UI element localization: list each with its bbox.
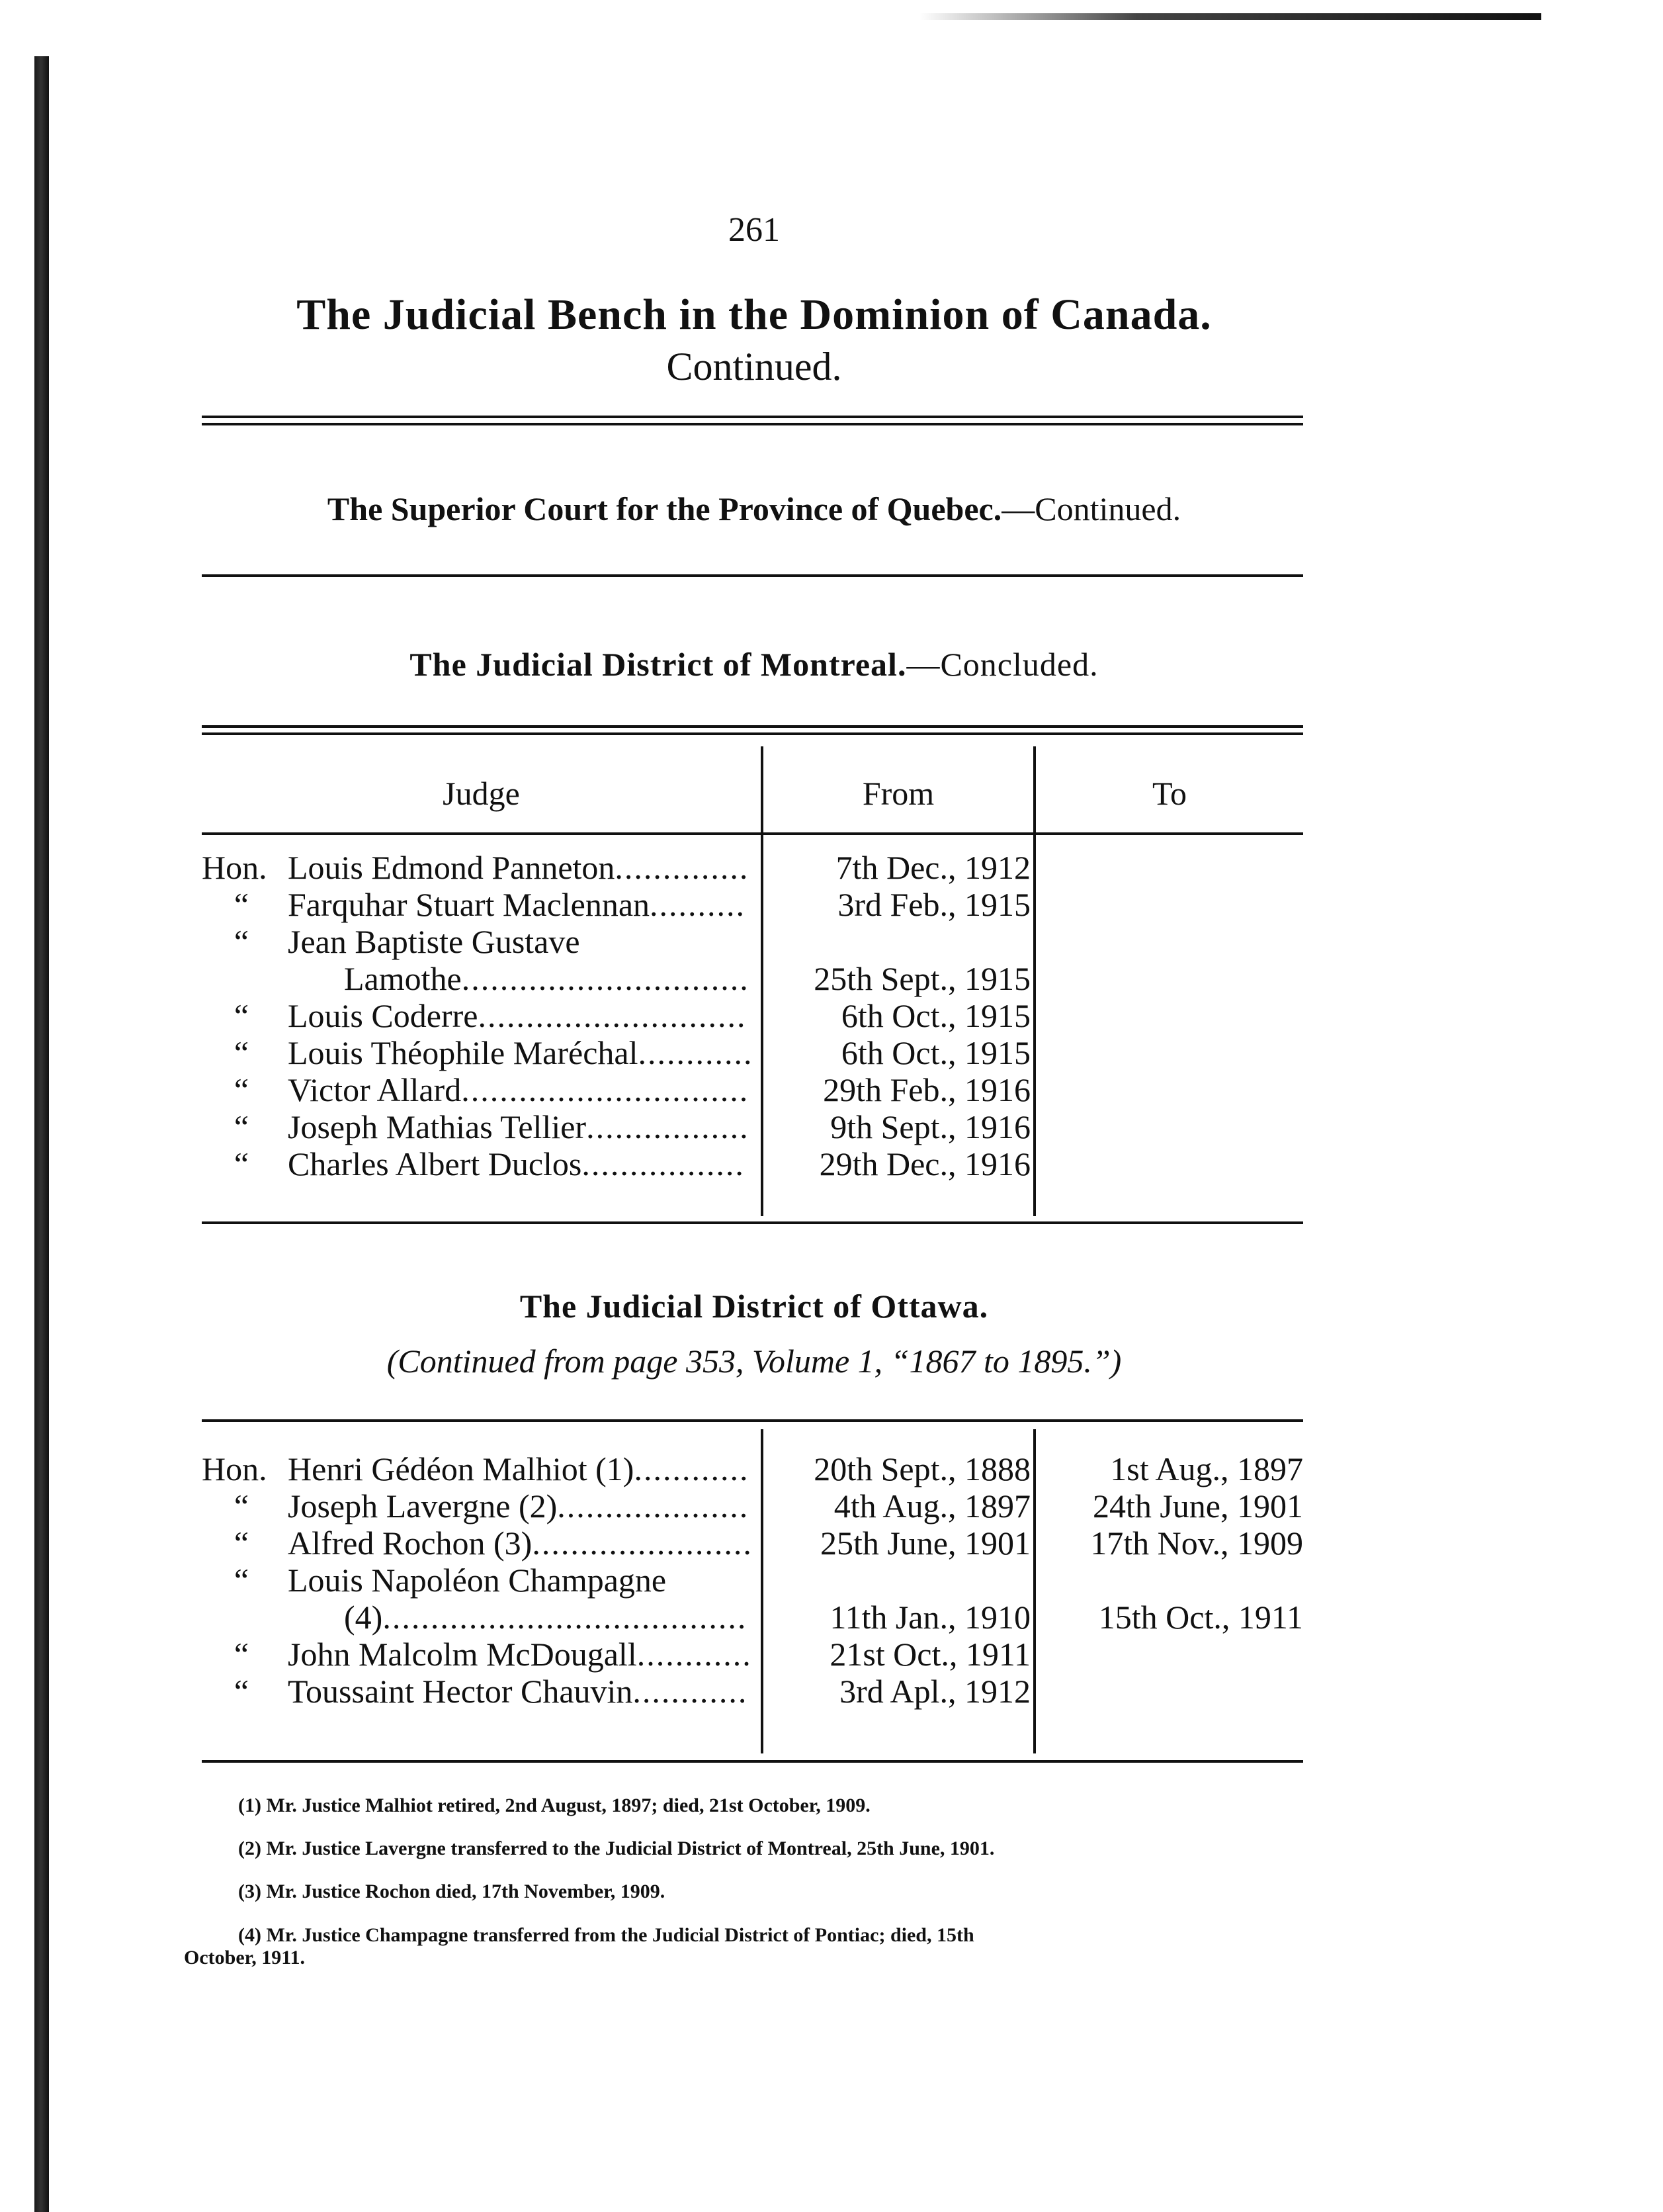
date-from: 21st Oct., 1911 [830,1636,1031,1673]
judge-name: Joseph Mathias Tellier [288,1108,587,1145]
date-from: 25th Sept., 1915 [814,960,1031,997]
judge-name-cell [288,1450,757,1487]
date-from: 20th Sept., 1888 [814,1450,1031,1487]
dot-leader: ................. [581,1145,745,1182]
date-to: 15th Oct., 1911 [1098,1599,1303,1636]
judge-name-cell [288,1108,757,1145]
judge-prefix: “ [234,1487,249,1525]
judge-prefix: “ [234,1034,249,1071]
judge-name: Louis Théophile Maréchal [288,1034,638,1071]
judge-name: Louis Coderre [288,997,478,1034]
judge-name: John Malcolm McDougall [288,1636,637,1673]
judge-name-cell [288,1562,757,1599]
judge-name-cell [288,1071,757,1108]
date-to: 17th Nov., 1909 [1090,1525,1303,1562]
date-from: 7th Dec., 1912 [835,849,1031,886]
title-double-rule [202,416,1303,418]
page-title: The Judicial Bench in the Dominion of Canada. [296,290,1212,339]
montreal-header-judge: Judge [443,775,520,812]
date-from: 4th Aug., 1897 [833,1487,1031,1525]
judge-name: Joseph Lavergne (2) [288,1487,558,1525]
dot-leader: ....................... [532,1525,753,1562]
date-from: 11th Jan., 1910 [830,1599,1031,1636]
judge-prefix: “ [234,1071,249,1108]
scan-binding-edge [34,56,49,2212]
footnote-2: (2) Mr. Justice Lavergne transferred to the Judicial District of Montreal, 25th June, 1901. [238,1837,995,1859]
judge-prefix: “ [234,1108,249,1145]
date-from: 6th Oct., 1915 [841,997,1031,1034]
judge-name-cell [288,1673,757,1710]
judge-name-cell [288,1487,757,1525]
montreal-top-double-rule [202,725,1303,728]
page-number: 261 [728,211,780,249]
judge-name: Toussaint Hector Chauvin [288,1673,633,1710]
judge-name-continued: Lamothe [344,960,462,997]
footnote-4-continued: October, 1911. [184,1947,306,1969]
judge-name: Louis Napoléon Champagne [288,1562,667,1599]
ottawa-note: (Continued from page 353, Volume 1, “1867 to 1895.”) [386,1343,1122,1380]
court-rule [202,574,1303,577]
judge-name-cell [288,886,757,923]
judge-name-continued: (4) [344,1599,383,1636]
date-from: 29th Dec., 1916 [819,1145,1031,1182]
judge-prefix: “ [234,997,249,1034]
judge-name: Farquhar Stuart Maclennan [288,886,650,923]
date-from: 9th Sept., 1916 [830,1108,1031,1145]
montreal-heading [198,645,1310,684]
date-from: 6th Oct., 1915 [841,1034,1031,1071]
montreal-col-divider-2 [1033,746,1036,1216]
date-from: 3rd Feb., 1915 [837,886,1031,923]
judge-name: Jean Baptiste Gustave [288,923,580,960]
date-to: 24th June, 1901 [1092,1487,1303,1525]
judge-name: Louis Edmond Panneton [288,849,615,886]
judge-prefix: Hon. [202,1450,267,1487]
montreal-header-from: From [862,775,935,812]
montreal-header-rule [202,832,1303,835]
dot-leader: ...................................... [382,1599,747,1636]
date-from: 29th Feb., 1916 [823,1071,1031,1108]
dot-leader: .............................. [461,1071,749,1108]
ottawa-top-rule [202,1419,1303,1422]
judge-name-cell [288,923,757,960]
montreal-header-to: To [1152,775,1187,812]
judge-name-cell [288,1034,757,1071]
ottawa-heading: The Judicial District of Ottawa. [519,1288,989,1325]
judge-prefix: “ [234,1562,249,1599]
page-subtitle: Continued. [666,345,842,388]
dot-leader: ............ [636,1636,752,1673]
montreal-bottom-rule [202,1221,1303,1224]
date-from: 3rd Apl., 1912 [839,1673,1031,1710]
dot-leader: .................... [557,1487,749,1525]
date-to: 1st Aug., 1897 [1110,1450,1303,1487]
judge-prefix: “ [234,1636,249,1673]
judge-prefix: “ [234,1145,249,1182]
footnote-4: (4) Mr. Justice Champagne transferred from the Judicial District of Pontiac; died, 15th [238,1924,974,1946]
judge-prefix: “ [234,886,249,923]
judge-prefix: “ [234,1673,249,1710]
montreal-suffix: —Concluded. [906,646,1099,683]
court-heading [198,490,1310,528]
footnote-1: (1) Mr. Justice Malhiot retired, 2nd August, 1897; died, 21st October, 1909. [238,1794,871,1816]
judge-prefix: Hon. [202,849,267,886]
scan-top-rule [919,13,1541,20]
judge-name: Alfred Rochon (3) [288,1525,533,1562]
judge-prefix: “ [234,923,249,960]
judge-prefix: “ [234,1525,249,1562]
dot-leader: ............ [634,1450,749,1487]
dot-leader: ................. [586,1108,749,1145]
dot-leader: .......... [650,886,746,923]
dot-leader: .............. [615,849,749,886]
date-from: 25th June, 1901 [820,1525,1031,1562]
judge-name-cell [344,960,757,997]
judge-name-cell [288,1525,757,1562]
dot-leader: ............................ [478,997,747,1034]
ottawa-bottom-rule [202,1760,1303,1763]
judge-name: Victor Allard [288,1071,462,1108]
judge-name: Charles Albert Duclos [288,1145,582,1182]
court-suffix: —Continued. [1002,490,1181,527]
dot-leader: ............ [638,1034,753,1071]
dot-leader: ............ [632,1673,748,1710]
footnote-3: (3) Mr. Justice Rochon died, 17th November, 1909. [238,1880,665,1902]
judge-name-cell [288,1636,757,1673]
judge-name-cell [288,849,757,886]
judge-name-cell [344,1599,757,1636]
judge-name: Henri Gédéon Malhiot (1) [288,1450,634,1487]
dot-leader: .............................. [461,960,749,997]
judge-name-cell [288,997,757,1034]
montreal-heading-text: The Judicial District of Montreal. [409,646,907,683]
judge-name-cell [288,1145,757,1182]
court-name: The Superior Court for the Province of Quebec. [327,490,1002,527]
